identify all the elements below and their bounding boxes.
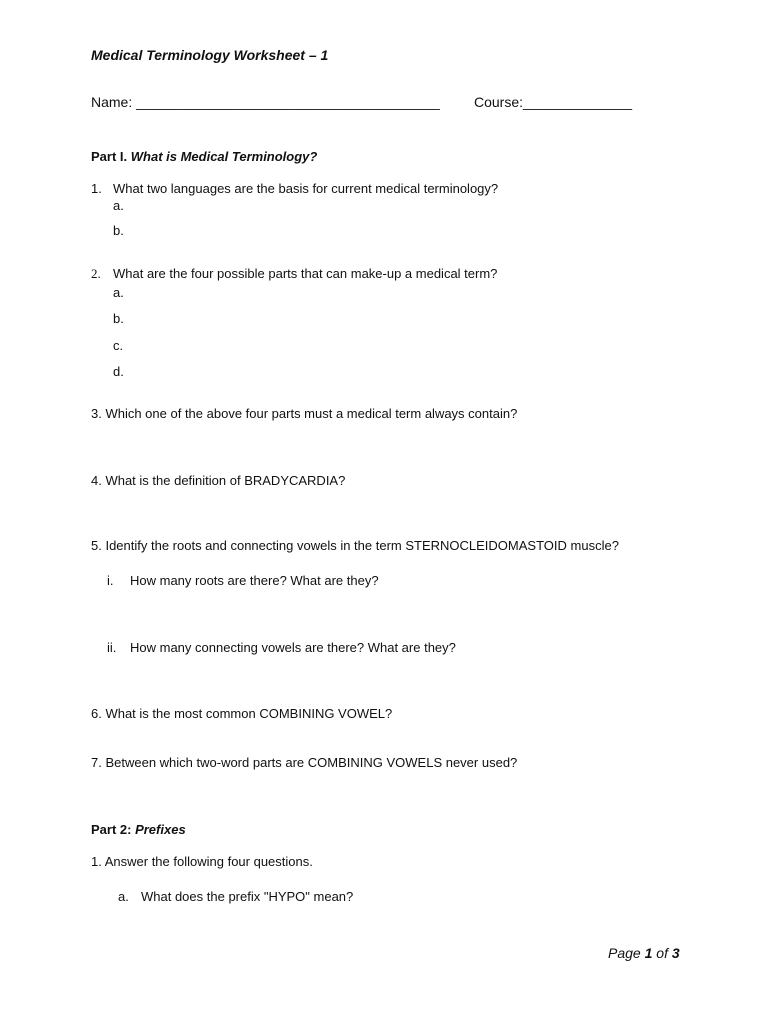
question-5: 5. Identify the roots and connecting vowels in the term STERNOCLEIDOMASTOID muscle? [91, 538, 619, 553]
question-1-number: 1. [91, 181, 102, 196]
question-2-number: 2. [91, 266, 101, 281]
total-pages: 3 [671, 945, 680, 961]
question-6: 6. What is the most common COMBINING VOWEL? [91, 706, 393, 721]
part2-question-1: 1. Answer the following four questions. [91, 854, 313, 869]
part2-question-a-number: a. [118, 889, 129, 904]
question-5ii-text: How many connecting vowels are there? What are they? [130, 640, 456, 655]
current-page: 1 [644, 945, 653, 961]
part2-heading [91, 822, 186, 838]
question-1-answer-b: b. [113, 223, 124, 238]
question-2-answer-c: c. [113, 338, 124, 353]
question-1-text: What two languages are the basis for current medical terminology? [113, 181, 499, 196]
name-field: Name: _______________________________________ [91, 94, 440, 110]
question-5i-text: How many roots are there? What are they? [130, 573, 379, 588]
worksheet-title: Medical Terminology Worksheet – 1 [91, 47, 329, 63]
question-4: 4. What is the definition of BRADYCARDIA? [91, 473, 346, 488]
page-of-word: of [652, 945, 672, 961]
page-word: Page [608, 945, 645, 961]
question-2-answer-d: d. [113, 364, 124, 379]
part1-title: What is Medical Terminology? [130, 149, 318, 164]
question-2-answer-b: b. [113, 311, 124, 326]
part2-question-a-text: What does the prefix "HYPO" mean? [141, 889, 354, 904]
part1-heading [91, 149, 317, 165]
part1-prefix: Part I. [91, 149, 131, 164]
question-1-answer-a: a. [113, 198, 124, 213]
part2-title: Prefixes [135, 822, 186, 837]
question-5ii-number: ii. [107, 640, 117, 655]
question-5i-number: i. [107, 573, 114, 588]
page-indicator [608, 945, 680, 961]
question-2-text: What are the four possible parts that can make-up a medical term? [113, 266, 498, 281]
question-3: 3. Which one of the above four parts must a medical term always contain? [91, 406, 518, 421]
question-7: 7. Between which two-word parts are COMBINING VOWELS never used? [91, 755, 518, 770]
course-field: Course:______________ [474, 94, 633, 110]
question-2-answer-a: a. [113, 285, 124, 300]
part2-prefix: Part 2: [91, 822, 136, 837]
